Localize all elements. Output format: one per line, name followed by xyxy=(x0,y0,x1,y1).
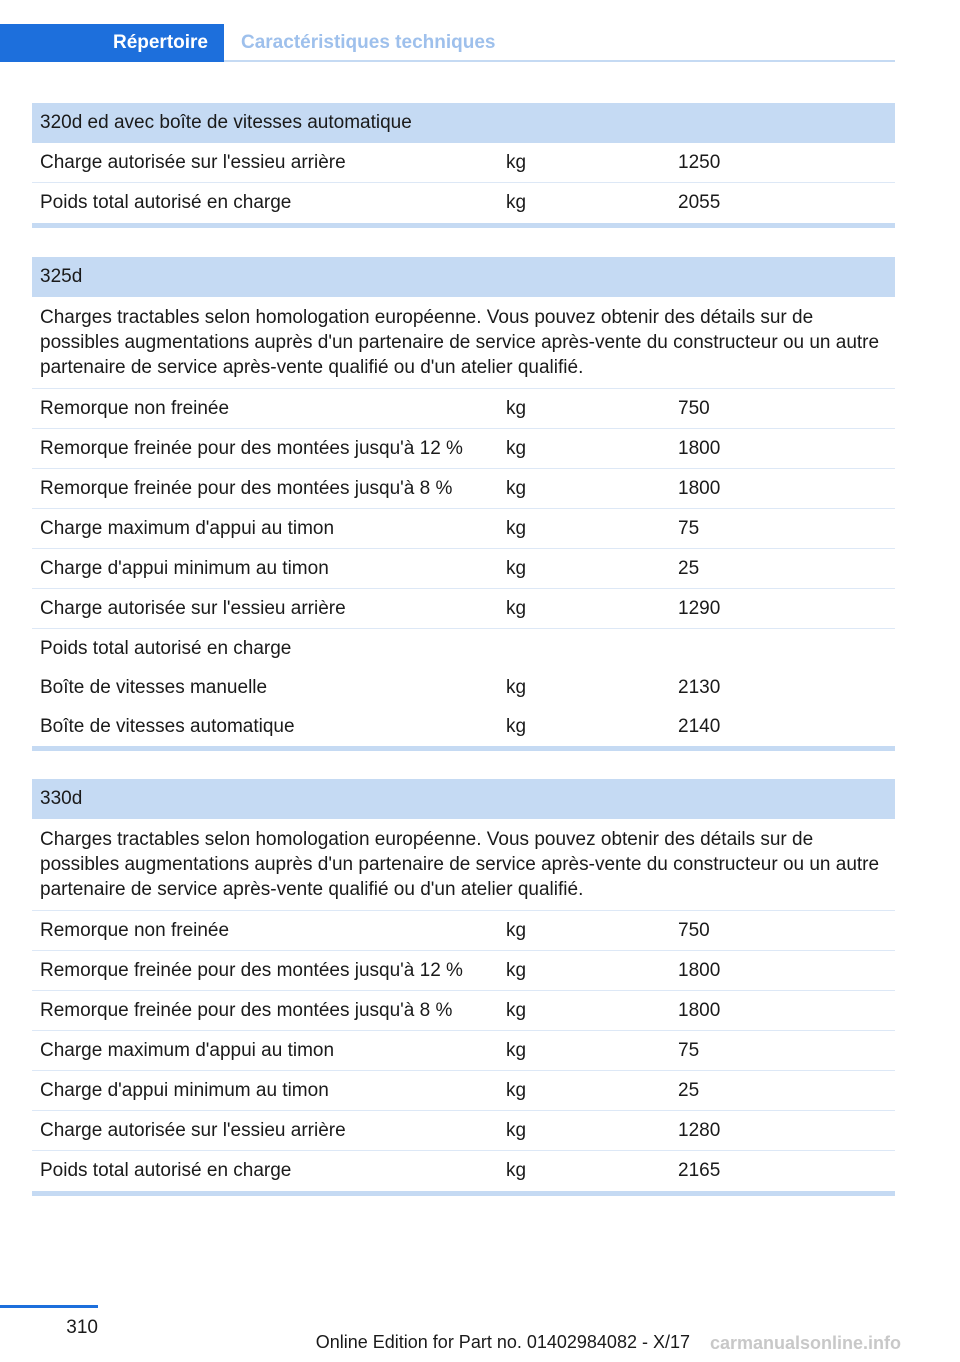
row-unit: kg xyxy=(506,1119,527,1141)
row-value: 1250 xyxy=(678,151,721,173)
row-value: 1800 xyxy=(678,999,721,1021)
row-value: 1800 xyxy=(678,477,721,499)
row-unit: kg xyxy=(506,919,527,941)
page-number: 310 xyxy=(66,1317,98,1338)
row-label: Boîte de vitesses automatique xyxy=(40,715,295,737)
row-label: Boîte de vitesses manuelle xyxy=(40,676,268,698)
table-row-gross-weight-label xyxy=(32,629,895,668)
row-label: Poids total autorisé en charge xyxy=(40,1160,292,1181)
row-label: Remorque freinée pour des montées jusqu'à 8 % xyxy=(40,999,453,1021)
table-row xyxy=(32,1031,895,1071)
row-label: Remorque freinée pour des montées jusqu'à 12 % xyxy=(40,437,463,459)
row-label: Remorque non freinée xyxy=(40,397,230,419)
row-value: 750 xyxy=(678,919,710,941)
row-unit: kg xyxy=(506,1079,527,1101)
table-note: Charges tractables selon homologation européenne. Vous pouvez obtenir des détails sur de possibles augmentations auprès d'un partenaire de service après-vente du constructeur ou un autre partenaire de service après-vente qualifié ou d'un atelier qualifié. xyxy=(32,297,895,389)
row-value: 25 xyxy=(678,557,700,579)
row-unit: kg xyxy=(506,1039,527,1061)
row-unit: kg xyxy=(506,959,527,981)
table-row xyxy=(32,469,895,509)
table-row xyxy=(32,429,895,469)
row-unit: kg xyxy=(506,437,527,459)
table-note: Charges tractables selon homologation européenne. Vous pouvez obtenir des détails sur de possibles augmentations auprès d'un partenaire de service après-vente du constructeur ou un autre partenaire de service après-vente qualifié ou d'un atelier qualifié. xyxy=(32,819,895,911)
row-unit: kg xyxy=(506,192,527,213)
row-label: Charge autorisée sur l'essieu arrière xyxy=(40,597,346,619)
row-value: 2130 xyxy=(678,676,721,698)
table-row xyxy=(32,589,895,629)
row-label: Charge maximum d'appui au timon xyxy=(40,1039,335,1061)
watermark: carmanualsonline.info xyxy=(710,1333,902,1353)
row-label: Remorque freinée pour des montées jusqu'à 8 % xyxy=(40,477,453,499)
table-row xyxy=(32,707,895,746)
row-unit: kg xyxy=(506,477,527,499)
row-value: 25 xyxy=(678,1079,700,1101)
page-header xyxy=(0,24,895,62)
table-title: 330d xyxy=(32,779,895,819)
row-value: 2055 xyxy=(678,192,721,213)
table-row xyxy=(32,911,895,951)
row-unit: kg xyxy=(506,597,527,619)
row-unit: kg xyxy=(506,151,527,173)
table-row xyxy=(32,509,895,549)
row-value: 75 xyxy=(678,517,700,539)
row-value: 1280 xyxy=(678,1119,721,1141)
row-label: Poids total autorisé en charge xyxy=(40,637,292,659)
row-unit: kg xyxy=(506,557,527,579)
table-325d xyxy=(32,257,895,751)
row-label: Charge autorisée sur l'essieu arrière xyxy=(40,151,346,173)
edition-note: Online Edition for Part no. 01402984082 - X/17 xyxy=(315,1332,690,1352)
table-title: 320d ed avec boîte de vitesses automatique xyxy=(32,103,895,143)
row-unit: kg xyxy=(506,676,527,698)
row-value: 750 xyxy=(678,397,710,419)
table-320d-ed xyxy=(32,103,895,228)
table-row xyxy=(32,549,895,589)
row-value: 75 xyxy=(678,1039,700,1061)
table-row xyxy=(32,668,895,707)
row-unit: kg xyxy=(506,397,527,419)
table-row xyxy=(32,991,895,1031)
row-value: 2140 xyxy=(678,715,721,737)
row-unit: kg xyxy=(506,999,527,1021)
row-value: 1290 xyxy=(678,597,721,619)
table-row xyxy=(32,1151,895,1191)
table-title: 325d xyxy=(32,257,895,297)
row-label: Charge d'appui minimum au timon xyxy=(40,557,329,579)
table-row xyxy=(32,1111,895,1151)
row-unit: kg xyxy=(506,715,527,737)
row-value: 1800 xyxy=(678,959,721,981)
table-row xyxy=(32,951,895,991)
row-label: Charge d'appui minimum au timon xyxy=(40,1079,329,1101)
row-label: Charge autorisée sur l'essieu arrière xyxy=(40,1119,346,1141)
row-value: 2165 xyxy=(678,1160,721,1181)
row-label: Poids total autorisé en charge xyxy=(40,192,292,213)
tab-caracteristiques-techniques[interactable]: Caractéristiques techniques xyxy=(241,32,496,53)
tab-repertoire[interactable]: Répertoire xyxy=(0,24,224,62)
row-unit: kg xyxy=(506,1160,527,1181)
table-row xyxy=(32,389,895,429)
row-label: Remorque non freinée xyxy=(40,919,230,941)
row-unit: kg xyxy=(506,517,527,539)
row-label: Remorque freinée pour des montées jusqu'à 12 % xyxy=(40,959,463,981)
table-row xyxy=(32,1071,895,1111)
row-label: Charge maximum d'appui au timon xyxy=(40,517,335,539)
table-row xyxy=(32,143,895,183)
row-value: 1800 xyxy=(678,437,721,459)
table-330d xyxy=(32,779,895,1196)
table-row xyxy=(32,183,895,223)
footer-accent-line xyxy=(0,1305,98,1308)
